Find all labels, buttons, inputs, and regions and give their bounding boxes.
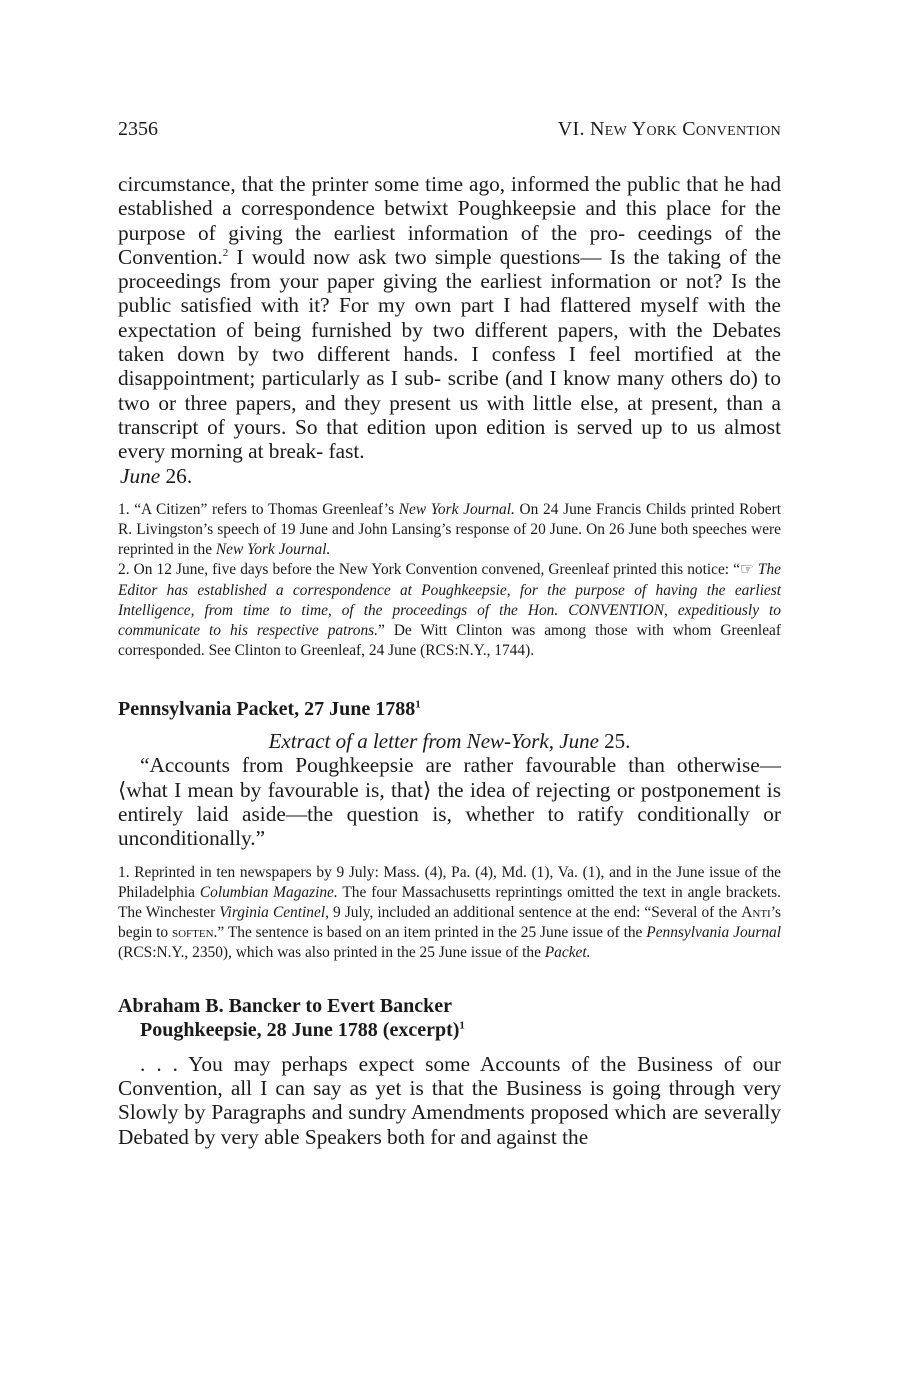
date-day: 26. [160,463,193,488]
letter-line: place for the purpose of giving the earliest information of the pro- [118,196,781,245]
bancker-section [118,994,781,1149]
letter-line: different papers, with the Debates taken down by two different hands. [118,317,782,367]
packet-section [118,697,781,963]
bancker-text: . . . You may perhaps expect some Accounts of the Business of our Convention, all I can say as yet is that the Business is going through very Slowly by Paragraphs and sundry Amendments proposed which are severally Debated by very able Speakers both for and against the [118,1051,781,1149]
letter-line: information or not? Is the public satisfied with it? For my own part I [118,269,781,318]
packet-title: Pennsylvania Packet, 27 June 1788$^1$ [118,698,421,721]
letter-line: scribe (and I know many others do) to two or three papers, and they [118,366,781,415]
footnote-1: 1. Reprinted in ten newspapers by 9 July: Mass. (4), Pa. (4), Md. (1), Va. (1), and in the June issue of the Philadelphia Columbian Magazine. The four Massachusetts reprintings omitted the text in angle brackets. The Winchester Virginia Centinel, 9 July, included an additional sentence at the end: “Several of the Anti’s begin to soften.” The sentence is based on an item printed in the 25 June issue of the Pennsylvania Journal (RCS:N.Y., 2350), which was also printed in the 25 June issue of the Packet. [118,863,782,962]
letter-line: I confess I feel mortified at the disappointment; particularly as I sub- [118,342,781,391]
footnote-1: 1. “A Citizen” refers to Thomas Greenleaf’s New York Journal. On 24 June Francis Childs printed Robert R. Livingston’s speech of 19 June and John Lansing’s response of 20 June. On 26 June both speeches were reprinted in the New York Journal. [118,500,781,559]
pointing-hand-icon: ☞ [740,561,754,579]
packet-footnotes [118,863,781,964]
letter-line: edition upon edition is served up to us almost every morning at break- [118,414,782,464]
citizen-footnotes [118,500,781,662]
bancker-title-line1: Abraham B. Bancker to Evert Bancker [118,994,453,1017]
page-header [118,118,781,158]
letter-line: he had established a correspondence betwixt Poughkeepsie and this [118,172,781,221]
citizen-letter-text [118,172,781,464]
packet-subhead: Extract of a letter from New-York, June 25. [268,729,631,754]
letter-line: Is the taking of the proceedings from your paper giving the earliest [118,244,782,294]
letter-line: present us with little else, at present, than a transcript of yours. So that [118,390,781,439]
footnote-2: 2. On 12 June, five days before the New York Convention convened, Greenleaf printed this notice: “☞ The Editor has established a correspondence at Poughkeepsie, for the purpose of having the earliest Intelligence, from time to time, of the proceedings of the Hon. CONVENTION, expeditiously to communicate to his respective patrons.” De Witt Clinton was among those with whom Greenleaf corresponded. See Clinton to Greenleaf, 24 June (RCS:N.Y., 1744). [118,561,781,660]
letter-line: I would now ask two simple questions— [228,244,602,269]
bancker-title-line2: Poughkeepsie, 28 June 1788 (excerpt)$^1$ [140,1018,465,1041]
date-month: June [120,463,161,488]
footnote-marker: 2 [222,246,229,259]
letter-line: had flattered myself with the expectation of being furnished by two [118,293,781,342]
letter-line: circumstance, that the printer some time ago, informed the public that [118,172,719,196]
document-page [118,118,781,1149]
letter-date [118,464,781,488]
letter-line: fast. [328,439,365,464]
running-head: VI. New York Convention [557,118,781,140]
page-number: 2356 [118,118,158,140]
letter-line: ceedings of the Convention. [118,220,781,269]
packet-text: “Accounts from Poughkeepsie are rather favourable than otherwise—⟨what I mean by favourable is, that⟩ the idea of rejecting or postponement is entirely laid aside—the question is, whether to ratify conditionally or unconditionally.” [118,753,781,851]
